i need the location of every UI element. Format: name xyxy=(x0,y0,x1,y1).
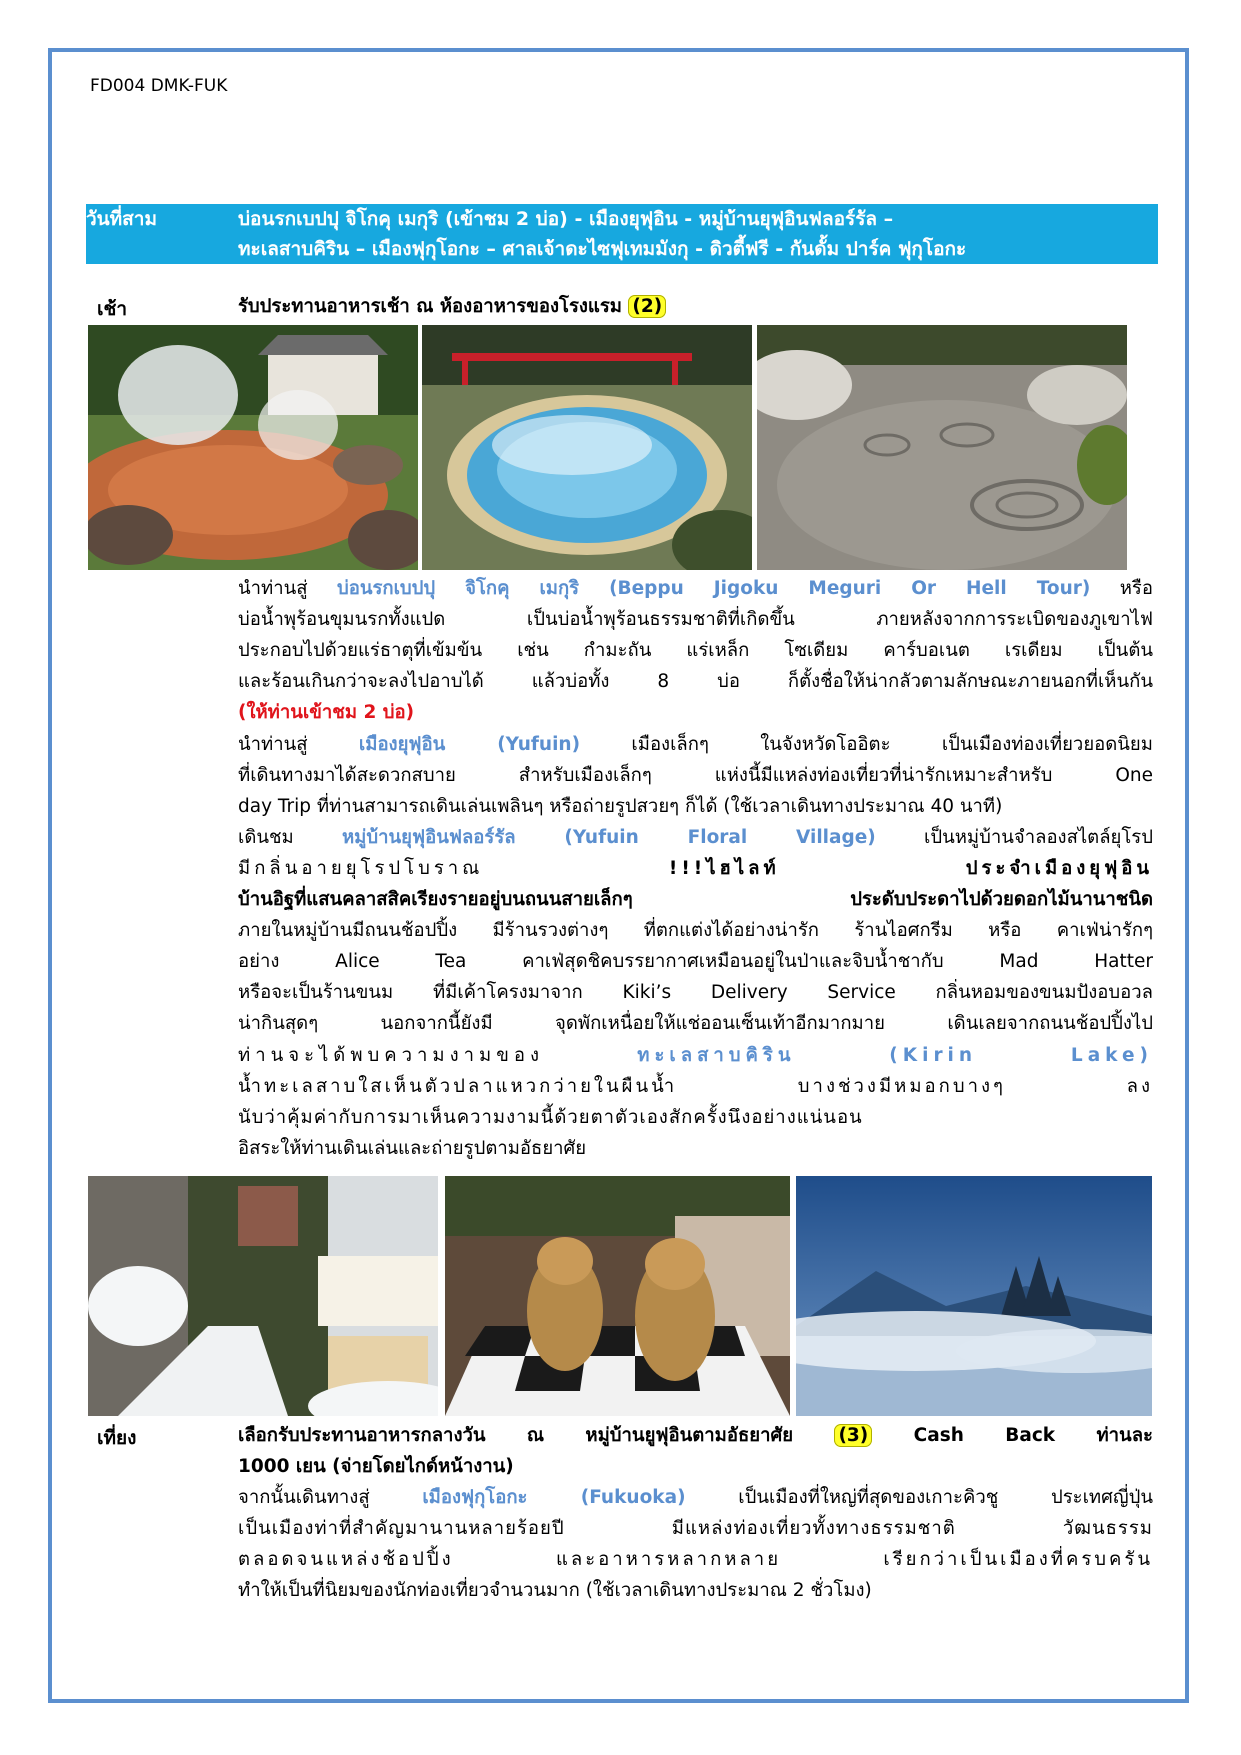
floral-line-3: บ้านอิฐที่แสนคลาสสิคเรียงรายอยู่บนถนนสายเล็กๆ ประดับประดาไปด้วยดอกไม้นานาชนิด xyxy=(238,889,1153,910)
floral-intro: เดินชม xyxy=(238,827,294,848)
beppu-intro: นำท่านสู่ xyxy=(238,578,308,599)
breakfast-meal-badge: (2) xyxy=(628,295,666,318)
fukuoka-line-3: ตลอดจนแหล่งช้อปปิ้ง และอาหารหลากหลาย เรียกว่าเป็นเมืองที่ครบครัน xyxy=(238,1549,1153,1570)
floral-ancient: มีกลิ่นอายยุโรปโบราณ xyxy=(238,858,484,879)
yufuin-intro: นำท่านสู่ xyxy=(238,734,308,755)
fukuoka-desc: เป็นเมืองที่ใหญ่ที่สุดของเกาะคิวชู ประเทศญี่ปุ่น xyxy=(738,1487,1153,1508)
lunch-text: เลือกรับประทานอาหารกลางวัน ณ หมู่บ้านยูฟุอินตามอัธยาศัย xyxy=(238,1425,794,1446)
lunch-line-2: 1000 เยน (จ่ายโดยไกด์หน้างาน) xyxy=(238,1456,514,1477)
day-label: วันที่สาม xyxy=(86,208,157,230)
red-hot-spring-photo xyxy=(88,325,418,570)
floral-line-6: หรือจะเป็นร้านขนม ที่มีเค้าโครงมาจาก Kiki’s Delivery Service กลิ่นหอมของขนมปังอบอวล xyxy=(238,982,1153,1003)
yufuin-desc: เมืองเล็กๆ ในจังหวัดโออิตะ เป็นเมืองท่องเที่ยวยอดนิยม xyxy=(631,734,1153,755)
misty-lake-photo xyxy=(796,1176,1152,1416)
floral-desc: เป็นหมู่บ้านจำลองสไตล์ยุโรป xyxy=(924,827,1153,848)
fukuoka-line-1 xyxy=(238,1482,1153,1514)
kirin-place-name: ทะเลสาบคิริน (Kirin Lake) xyxy=(637,1045,1153,1066)
yufuin-line-3: day Trip ที่ท่านสามารถเดินเล่นเพลินๆ หรือถ่ายรูปสวยๆ ก็ได้ (ใช้เวลาเดินทางประมาณ 40 นาที) xyxy=(238,796,1003,817)
beppu-line-4: และร้อนเกินกว่าจะลงไปอาบได้ แล้วบ่อทั้ง 8 บ่อ ก็ตั้งชื่อให้น่ากลัวตามลักษณะภายนอกที่เห็นกัน xyxy=(238,671,1153,692)
fukuoka-line-4: ทำให้เป็นที่นิยมของนักท่องเที่ยวจำนวนมาก (ใช้เวลาเดินทางประมาณ 2 ชั่วโมง) xyxy=(238,1580,872,1601)
fukuoka-intro: จากนั้นเดินทางสู่ xyxy=(238,1487,370,1508)
kirin-line-3: นับว่าคุ้มค่ากับการมาเห็นความงามนี้ด้วยตาตัวเองสักครั้งนึงอย่างแน่นอน xyxy=(238,1107,863,1128)
yufuin-line-2: ที่เดินทางมาได้สะดวกสบาย สำหรับเมืองเล็กๆ แห่งนี้มีแหล่งท่องเที่ยวที่น่ารักเหมาะสำหรับ One xyxy=(238,765,1153,786)
floral-line-4: ภายในหมู่บ้านมีถนนช้อปปิ้ง มีร้านรวงต่างๆ ที่ตกแต่งได้อย่างน่ารัก ร้านไอศกรีม หรือ คาเฟ่น่ารักๆ xyxy=(238,920,1153,941)
snowy-village-photo xyxy=(88,1176,438,1416)
floral-line-7: น่ากินสุดๆ นอกจากนี้ยังมี จุดพักเหนื่อยให้แช่ออนเซ็นเท้าอีกมากมาย เดินเลยจากถนนช้อปปิ้งไป xyxy=(238,1013,1153,1034)
kirin-line-1 xyxy=(238,1040,1153,1072)
beppu-or: หรือ xyxy=(1119,578,1153,599)
kirin-intro: ท่านจะได้พบความงามของ xyxy=(238,1045,545,1066)
floral-line-2 xyxy=(238,853,1153,885)
beppu-line-3: ประกอบไปด้วยแร่ธาตุที่เข้มข้น เช่น กำมะถัน แร่เหล็ก โซเดียม คาร์บอเนต เรเดียม เป็นต้น xyxy=(238,640,1153,661)
floral-line-5: อย่าง Alice Tea คาเฟ่สุดชิคบรรยากาศเหมือนอยู่ในป่าและจิบน้ำชากับ Mad Hatter xyxy=(238,951,1153,972)
lunch-line-1 xyxy=(238,1420,1153,1452)
floral-line-1 xyxy=(238,822,1153,854)
lunch-label: เที่ยง xyxy=(97,1427,137,1449)
breakfast-label: เช้า xyxy=(97,298,128,320)
beppu-note: (ให้ท่านเข้าชม 2 บ่อ) xyxy=(238,702,415,723)
fukuoka-place-name: เมืองฟุกุโอกะ (Fukuoka) xyxy=(422,1487,686,1508)
breakfast-text: รับประทานอาหารเช้า ณ ห้องอาหารของโรงแรม xyxy=(238,296,622,317)
yufuin-line-1 xyxy=(238,729,1153,761)
day-title-line2: ทะเลสาบคิริน – เมืองฟุกุโอกะ – ศาลเจ้าดะไซฟุเทมมังกุ - ดิวตี้ฟรี - กันดั้ม ปาร์ค ฟุกุโอกะ xyxy=(238,238,967,260)
beppu-line-1 xyxy=(238,573,1153,605)
floral-highlight: !!!ไฮไลท์ ประจำเมืองยุฟุอิน xyxy=(668,858,1153,879)
cat-cafe-photo xyxy=(445,1176,790,1416)
day-title-line1: บ่อนรกเบปปุ จิโกคุ เมกุริ (เข้าชม 2 บ่อ) - เมืองยุฟุอิน - หมู่บ้านยุฟุอินฟลอร์รัล – xyxy=(238,208,894,230)
fukuoka-line-2: เป็นเมืองท่าที่สำคัญมานานหลายร้อยปี มีแหล่งท่องเที่ยวทั้งทางธรรมชาติ วัฒนธรรม xyxy=(238,1518,1153,1539)
lunch-cashback: Cash Back ท่านละ xyxy=(913,1425,1153,1446)
document-code: FD004 DMK-FUK xyxy=(90,76,228,96)
mud-pool-photo xyxy=(757,325,1127,570)
blue-hot-spring-photo xyxy=(422,325,752,570)
breakfast-line xyxy=(238,291,1153,323)
kirin-line-4: อิสระให้ท่านเดินเล่นและถ่ายรูปตามอัธยาศัย xyxy=(238,1138,587,1159)
beppu-line-2: บ่อน้ำพุร้อนขุมนรกทั้งแปด เป็นบ่อน้ำพุร้อนธรรมชาติที่เกิดขึ้น ภายหลังจากการระเบิดของภูเขาไฟ xyxy=(238,609,1153,630)
beppu-place-name: บ่อนรกเบปปุ จิโกคุ เมกุริ (Beppu Jigoku Meguri Or Hell Tour) xyxy=(336,578,1091,599)
yufuin-place-name: เมืองยุฟุอิน (Yufuin) xyxy=(358,734,581,755)
kirin-line-2: น้ำทะเลสาบใสเห็นตัวปลาแหวกว่ายในผืนน้ำ บางช่วงมีหมอกบางๆ ลง xyxy=(238,1076,1153,1097)
lunch-meal-badge: (3) xyxy=(834,1424,872,1447)
floral-place-name: หมู่บ้านยุฟุอินฟลอร์รัล (Yufuin Floral Village) xyxy=(341,827,876,848)
